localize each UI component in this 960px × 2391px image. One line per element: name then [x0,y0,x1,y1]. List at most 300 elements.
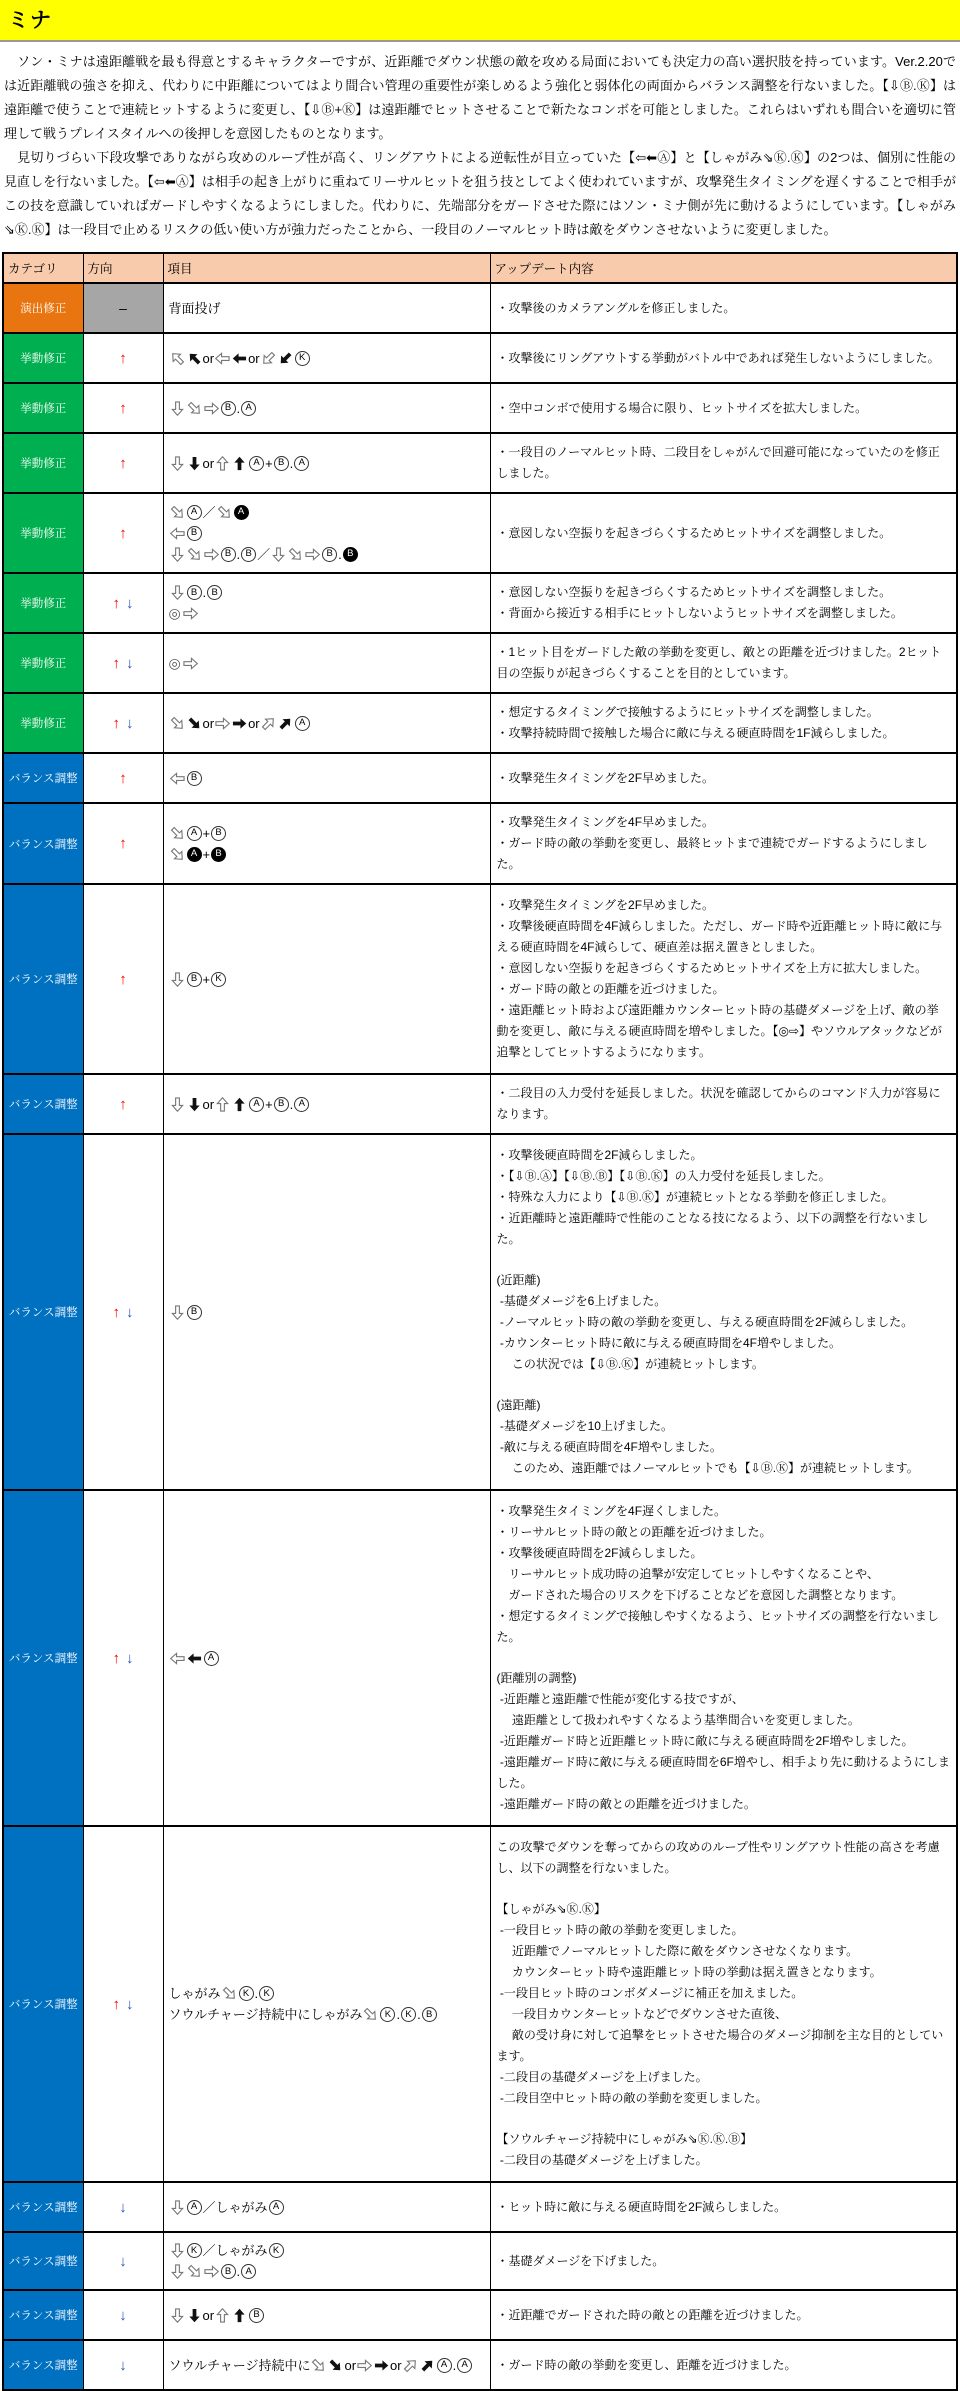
buff-arrow-icon: ↑ [112,1649,120,1667]
update-details-cell [490,2340,957,2390]
held-direction-arrow-ul-icon [183,347,204,368]
tap-direction-arrow-u-icon [215,2308,230,2323]
button-K-icon: K [259,1986,274,2001]
update-detail-line: 近距離でノーマルヒットした際に敵をダウンさせなくなります。 [496,1944,859,1958]
button-A-icon: A [249,1097,264,1112]
button-K-icon: K [401,2007,416,2022]
table-row [3,2232,957,2290]
buff-arrow-icon: ↑ [119,524,127,542]
category-cell: 挙動修正 [3,383,83,433]
run-input-icon: ◎ [168,654,181,671]
button-B-icon: B [187,1305,202,1320]
button-A-icon: A [295,716,310,731]
update-detail-line: ・近距離時と遠距離時で性能のことなる技になるよう、以下の調整を行ないました。 [496,1211,929,1246]
button-A-icon: A [294,1097,309,1112]
tap-direction-arrow-r-icon [204,401,219,416]
move-notation [169,502,486,523]
notation-text: + [202,846,211,862]
tap-direction-arrow-dr-icon [183,543,204,564]
tap-direction-arrow-l-icon [215,351,230,366]
notation-text: or [390,2357,402,2373]
notation-text: ソウルチャージ持続中に [168,2357,311,2373]
button-B-icon: B [422,2007,437,2022]
tap-direction-arrow-r-icon [183,656,198,671]
move-cell [163,753,490,803]
move-notation [169,1648,486,1669]
notation-text: or [202,2307,215,2323]
update-details-cell [490,333,957,383]
move-notation [169,2261,486,2282]
move-notation [169,653,486,674]
tap-direction-arrow-l-icon [170,526,185,541]
nerf-arrow-icon: ↓ [126,1995,134,2013]
tap-direction-arrow-d-icon [170,972,185,987]
notation-text: . [236,546,241,562]
button-A-icon: A [187,826,202,841]
notation-text: ／しゃがみ [202,2199,268,2215]
button-K-icon: K [295,351,310,366]
buff-arrow-icon: ↑ [112,714,120,732]
update-detail-line: (距離別の調整) [496,1671,577,1685]
notation-text: ／ [202,504,216,520]
tap-direction-arrow-dr-icon [360,2004,381,2025]
buff-arrow-icon: ↑ [119,1095,127,1113]
held-direction-arrow-u-icon [232,2308,247,2323]
tap-direction-arrow-dr-icon [213,501,234,522]
update-detail-line: -ノーマルヒット時の敵の挙動を変更し、与える硬直時間を2F減らしました。 [496,1315,914,1329]
move-notation [169,2004,486,2025]
tap-direction-arrow-dr-icon [183,2261,204,2282]
button-A-icon: A [241,401,256,416]
held-direction-arrow-l-icon [232,351,247,366]
button-B-held-icon: B [211,847,226,862]
table-row [3,2290,957,2340]
update-details-cell [490,1074,957,1134]
table-row [3,803,957,884]
move-notation [169,969,486,990]
notation-text: 背面投げ [168,300,221,316]
held-direction-arrow-ur-icon [416,2354,437,2375]
update-detail-line: ・リーサルヒット時の敵との距離を近づけました。 [496,1525,772,1539]
update-detail-line: -基礎ダメージを10上げました。 [496,1419,673,1433]
direction-cell [83,1134,163,1490]
held-direction-arrow-d-icon [187,2308,202,2323]
update-detail-line: -二段目空中ヒット時の敵の挙動を変更しました。 [496,2091,768,2105]
tap-direction-arrow-d-icon [170,401,185,416]
run-input-icon: ◎ [168,605,181,621]
buff-arrow-icon: ↑ [119,835,127,852]
tap-direction-arrow-r-icon [215,716,230,731]
table-row [3,633,957,693]
button-B-icon: B [322,547,337,562]
button-B-icon: B [241,547,256,562]
held-direction-arrow-u-icon [232,456,247,471]
move-cell [163,2340,490,2390]
update-details-cell [490,2182,957,2232]
update-detail-line: ・攻撃後硬直時間を2F減らしました。 [496,1148,703,1162]
move-cell [163,2290,490,2340]
update-detail-line: (近距離) [496,1273,541,1287]
notation-text: or [202,715,215,731]
button-K-icon: K [239,1986,254,2001]
table-header-row [3,253,957,283]
update-details-cell [490,433,957,493]
category-cell: バランス調整 [3,2340,83,2390]
tap-direction-arrow-dr-icon [166,822,187,843]
update-detail-line: ・攻撃発生タイミングを4F遅くしました。 [496,1504,727,1518]
notation-text: ／ [257,546,271,562]
notation-text: or [248,715,260,731]
button-A-held-icon: A [187,847,202,862]
button-K-icon: K [211,972,226,987]
move-notation [169,2305,486,2326]
notation-text: しゃがみ [168,1986,221,2001]
held-direction-arrow-l-icon [187,1651,202,1666]
category-cell: 挙動修正 [3,333,83,383]
held-direction-arrow-u-icon [232,1097,247,1112]
button-A-icon: A [241,2264,256,2279]
direction-cell [83,693,163,753]
move-cell [163,803,490,884]
notation-text: ソウルチャージ持続中にしゃがみ [168,2007,363,2022]
update-detail-line: ・攻撃後硬直時間を4F減らしました。ただし、ガード時や近距離ヒット時に敵に与える硬直時間を4F減らして、硬直差は据え置きとしました。 [496,919,943,954]
notation-text: . [338,546,342,562]
table-row [3,383,957,433]
button-B-icon: B [221,2264,236,2279]
update-detail-line: ・近距離でガードされた時の敵との距離を近づけました。 [496,2307,809,2322]
buff-arrow-icon: ↑ [119,769,127,787]
update-detail-line: -カウンターヒット時に敵に与える硬直時間を4F増やしました。 [496,1336,842,1350]
button-B-icon: B [187,771,202,786]
button-A-icon: A [187,2200,202,2215]
update-detail-line: ・意図しない空振りを起きづらくするためヒットサイズを調整しました。 [496,585,892,599]
button-A-icon: A [437,2358,452,2373]
update-detail-line: -敵に与える硬直時間を4F増やしました。 [496,1440,722,1454]
update-details-cell [490,803,957,884]
page-title: ミナ [8,9,52,32]
notation-text: + [265,1096,273,1112]
move-notation [169,2240,486,2261]
buff-arrow-icon: ↑ [112,1303,120,1321]
update-detail-line: このため、遠距離ではノーマルヒットでも【⇩Ⓑ.Ⓚ】が連続ヒットします。 [496,1461,919,1475]
button-A-icon: A [204,1651,219,1666]
tap-direction-arrow-d-icon [170,1305,185,1320]
nerf-arrow-icon: ↓ [126,654,134,672]
update-detail-line: -一段目ヒット時の敵の挙動を変更しました。 [496,1923,744,1937]
title-bar [0,0,960,42]
nerf-arrow-icon: ↓ [126,714,134,732]
move-notation [169,844,486,865]
update-detail-line: ・ガード時の敵との距離を近づけました。 [496,982,725,996]
update-detail-line: -遠距離ガード時の敵との距離を近づけました。 [496,1797,756,1811]
direction-cell [83,283,163,333]
button-A-icon: A [269,2200,284,2215]
notation-text: . [396,2007,401,2022]
update-detail-line: ・背面から接近する相手にヒットしないようヒットサイズを調整しました。 [496,606,903,620]
update-detail-line: 敵の受け身に対して追撃をヒットさせた場合のダメージ抑制を主な目的としています。 [496,2028,944,2063]
direction-cell [83,2232,163,2290]
update-detail-line: ・二段目の入力受付を延長しました。状況を確認してからのコマンド入力が容易になります。 [496,1086,941,1121]
update-detail-line: カウンターヒット時や遠距離ヒット時の挙動は据え置きとなります。 [496,1965,882,1979]
category-cell: バランス調整 [3,2290,83,2340]
direction-cell [83,2290,163,2340]
neutral-dash: – [119,300,127,316]
direction-cell [83,753,163,803]
direction-cell [83,1826,163,2182]
button-B-icon: B [211,826,226,841]
tap-direction-arrow-d-icon [170,2200,185,2215]
move-notation [169,453,486,474]
category-cell: バランス調整 [3,1074,83,1134]
update-detail-line [497,1879,951,1899]
buff-arrow-icon: ↑ [112,594,120,612]
table-row [3,573,957,633]
category-cell: 演出修正 [3,283,83,333]
tap-direction-arrow-dr-icon [166,843,187,864]
move-notation [169,582,486,603]
nerf-arrow-icon: ↓ [119,2306,127,2324]
intro-section [0,42,960,248]
update-detail-line [497,1250,951,1270]
held-direction-arrow-dl-icon [275,347,296,368]
direction-cell [83,383,163,433]
move-cell [163,383,490,433]
direction-cell [83,1074,163,1134]
category-cell: 挙動修正 [3,633,83,693]
button-B-icon: B [221,401,236,416]
update-detail-line: (遠距離) [496,1398,541,1412]
move-notation [169,1094,486,1115]
button-B-icon: B [187,526,202,541]
direction-cell [83,1490,163,1826]
table-row [3,693,957,753]
direction-cell [83,2340,163,2390]
category-cell: バランス調整 [3,884,83,1074]
direction-cell [83,573,163,633]
column-header-3: アップデート内容 [490,253,957,283]
tap-direction-arrow-r-icon [183,606,198,621]
button-B-held-icon: B [343,547,358,562]
button-K-icon: K [187,2243,202,2258]
move-notation [169,398,486,419]
button-B-icon: B [274,456,289,471]
button-K-icon: K [269,2243,284,2258]
tap-direction-arrow-l-icon [170,1651,185,1666]
direction-cell [83,333,163,383]
button-A-icon: A [249,456,264,471]
move-cell [163,633,490,693]
update-detail-line: ・攻撃持続時間で接触した場合に敵に与える硬直時間を1F減らしました。 [496,726,895,740]
notation-text: or [248,350,260,366]
nerf-arrow-icon: ↓ [126,1303,134,1321]
move-notation [169,298,486,319]
nerf-arrow-icon: ↓ [126,594,134,612]
category-cell: 挙動修正 [3,573,83,633]
category-cell: バランス調整 [3,2182,83,2232]
tap-direction-arrow-d-icon [170,456,185,471]
move-notation [169,523,486,544]
button-B-icon: B [249,2308,264,2323]
buff-arrow-icon: ↑ [119,970,127,988]
table-row [3,884,957,1074]
tap-direction-arrow-r-icon [204,2264,219,2279]
move-notation [169,713,486,734]
move-cell [163,1074,490,1134]
buff-arrow-icon: ↑ [119,349,127,367]
notation-text: + [202,825,211,841]
update-details-cell [490,1490,957,1826]
tap-direction-arrow-r-icon [305,547,320,562]
move-notation [169,1983,486,2004]
update-detail-line [497,2109,951,2129]
tap-direction-arrow-u-icon [215,456,230,471]
update-detail-line: ・特殊な入力により【⇩Ⓑ.Ⓚ】が連続ヒットとなる挙動を修正しました。 [496,1190,894,1204]
update-detail-line: -遠距離ガード時に敵に与える硬直時間を6F増やし、相手より先に動けるようにしました。 [496,1755,950,1790]
update-detail-line: 【しゃがみ⇘Ⓚ.Ⓚ】 [496,1902,606,1916]
notation-text: . [289,455,294,471]
button-B-icon: B [274,1097,289,1112]
notation-text: . [289,1096,294,1112]
update-details-cell [490,693,957,753]
move-notation [169,1302,486,1323]
patch-notes-table [2,252,958,2391]
direction-cell [83,633,163,693]
tap-direction-arrow-d-icon [170,2264,185,2279]
move-cell [163,884,490,1074]
table-row [3,753,957,803]
move-cell [163,1134,490,1490]
held-direction-arrow-ur-icon [275,712,296,733]
column-header-1: 方向 [83,253,163,283]
table-row [3,333,957,383]
update-details-cell [490,884,957,1074]
tap-direction-arrow-dr-icon [166,501,187,522]
tap-direction-arrow-r-icon [357,2358,372,2373]
update-details-cell [490,383,957,433]
column-header-0: カテゴリ [3,253,83,283]
tap-direction-arrow-d-icon [170,1097,185,1112]
update-detail-line: 一段目カウンターヒットなどでダウンさせた直後、 [496,2007,788,2021]
button-B-icon: B [187,972,202,987]
notation-text: or [202,455,215,471]
tap-direction-arrow-d-icon [170,585,185,600]
update-detail-line: -近距離と遠距離で性能が変化する技ですが、 [496,1692,744,1706]
update-details-cell [490,573,957,633]
notation-text: + [265,455,273,471]
update-detail-line: 【ソウルチャージ持続中にしゃがみ⇘Ⓚ.Ⓚ.Ⓑ】 [496,2132,753,2146]
update-detail-line: ・1ヒット目をガードした敵の挙動を変更し、敵との距離を近づけました。2ヒット目の空振りが起きづらくすることを目的としています。 [496,645,942,680]
move-cell [163,433,490,493]
update-detail-line [497,1375,951,1395]
button-A-icon: A [294,456,309,471]
update-details-cell [490,283,957,333]
notation-text: . [254,1986,259,2001]
direction-cell [83,884,163,1074]
notation-text: or [202,350,215,366]
move-cell [163,2182,490,2232]
table-row [3,2182,957,2232]
update-detail-line: -近距離ガード時と近距離ヒット時に敵に与える硬直時間を2F増やしました。 [496,1734,914,1748]
nerf-arrow-icon: ↓ [119,2252,127,2270]
table-row [3,1826,957,2182]
move-cell [163,2232,490,2290]
direction-cell [83,803,163,884]
update-detail-line: ・空中コンボで使用する場合に限り、ヒットサイズを拡大しました。 [496,400,868,415]
update-detail-line: リーサルヒット成功時の追撃が安定してヒットしやすくなることや、 [496,1567,879,1581]
table-row [3,493,957,573]
tap-direction-arrow-dr-icon [183,397,204,418]
direction-cell [83,493,163,573]
held-direction-arrow-dr-icon [183,712,204,733]
notation-text: . [417,2007,421,2022]
buff-arrow-icon: ↑ [112,1995,120,2013]
move-cell [163,493,490,573]
intro-paragraph: ソン・ミナは遠距離戦を最も得意とするキャラクターですが、近距離でダウン状態の敵を攻める局面においても決定力の高い選択肢を持っています。Ver.2.20では近距離戦の強さを抑え、代わりに中距離についてはより間合い管理の重要性が楽しめるよう強化と弱体化の両面からバランス調整を行ないました。【⇩Ⓑ.Ⓚ】は遠距離で使うことで連続ヒットするように変更し、【⇩Ⓑ+Ⓚ】は遠距離でヒットさせることで新たなコンボを可能としました。これらはいずれも間合いを適切に管理して戦うプレイスタイルへの後押しを意図したものとなります。 [4,54,956,141]
held-direction-arrow-d-icon [187,1097,202,1112]
column-header-2: 項目 [163,253,490,283]
table-row [3,1134,957,1490]
update-detail-line [497,1648,951,1668]
update-detail-line: ・ヒット時に敵に与える硬直時間を2F減らしました。 [496,2199,787,2214]
move-notation [169,603,486,624]
notation-text: . [452,2357,457,2373]
tap-direction-arrow-d-icon [271,547,286,562]
intro-paragraph: 見切りづらい下段攻撃でありながら攻めのループ性が高く、リングアウトによる逆転性が目立っていた【⇦⬅Ⓐ】と【しゃがみ⇘Ⓚ.Ⓚ】の2つは、個別に性能の見直しを行ないました。【⇦⬅Ⓐ】は相手の起き上がりに重ねてリーサルヒットを狙う技としてよく使われていますが、攻撃発生タイミングを遅くすることで相手がこの技を意識していればガードしやすくなるようにしました。代わりに、先端部分をガードさせた際にはソン・ミナ側が先に動けるようにしています。【しゃがみ⇘Ⓚ.Ⓚ】は一段目で止めるリスクの低い使い方が強力だったことから、一段目のノーマルヒット時は敵をダウンさせないように変更しました。 [4,150,956,237]
tap-direction-arrow-d-icon [170,2308,185,2323]
update-detail-line: ・一段目のノーマルヒット時、二段目をしゃがんで回避可能になっていたのを修正しました。 [496,445,940,480]
direction-cell [83,2182,163,2232]
update-detail-line: ・意図しない空振りを起きづらくするためヒットサイズを上方に拡大しました。 [496,961,928,975]
table-row [3,2340,957,2390]
category-cell: 挙動修正 [3,693,83,753]
tap-direction-arrow-dr-icon [218,1983,239,2004]
update-detail-line: ・想定するタイミングで接触しやすくなるよう、ヒットサイズの調整を行ないました。 [496,1609,939,1644]
nerf-arrow-icon: ↓ [119,2198,127,2216]
button-A-held-icon: A [234,505,249,520]
notation-text: or [344,2357,357,2373]
move-notation [169,768,486,789]
tap-direction-arrow-l-icon [170,771,185,786]
move-cell [163,1490,490,1826]
category-cell: バランス調整 [3,2232,83,2290]
notation-text: . [202,585,207,600]
buff-arrow-icon: ↑ [112,654,120,672]
nerf-arrow-icon: ↓ [119,2356,127,2374]
move-cell [163,573,490,633]
update-details-cell [490,1826,957,2182]
held-direction-arrow-r-icon [232,716,247,731]
table-row [3,283,957,333]
update-detail-line: ・攻撃後にリングアウトする挙動がバトル中であれば発生しないようにしました。 [496,350,940,365]
button-K-icon: K [380,2007,395,2022]
held-direction-arrow-r-icon [374,2358,389,2373]
update-detail-line: ・攻撃後のカメラアングルを修正しました。 [496,300,736,315]
update-detail-line: ガードされた場合のリスクを下げることなどを意図した調整となります。 [496,1588,904,1602]
button-B-icon: B [207,585,222,600]
table-row [3,433,957,493]
move-cell [163,693,490,753]
update-details-cell [490,2290,957,2340]
update-detail-line: ・攻撃発生タイミングを2F早めました。 [496,898,715,912]
update-detail-line: ・ガード時の敵の挙動を変更し、距離を近づけました。 [496,2357,797,2372]
tap-direction-arrow-dr-icon [285,543,306,564]
notation-text: or [202,1096,215,1112]
update-detail-line: ・想定するタイミングで接触するようにヒットサイズを調整しました。 [496,705,879,719]
move-notation [169,2197,486,2218]
update-details-cell [490,753,957,803]
tap-direction-arrow-d-icon [170,2243,185,2258]
update-details-cell [490,633,957,693]
